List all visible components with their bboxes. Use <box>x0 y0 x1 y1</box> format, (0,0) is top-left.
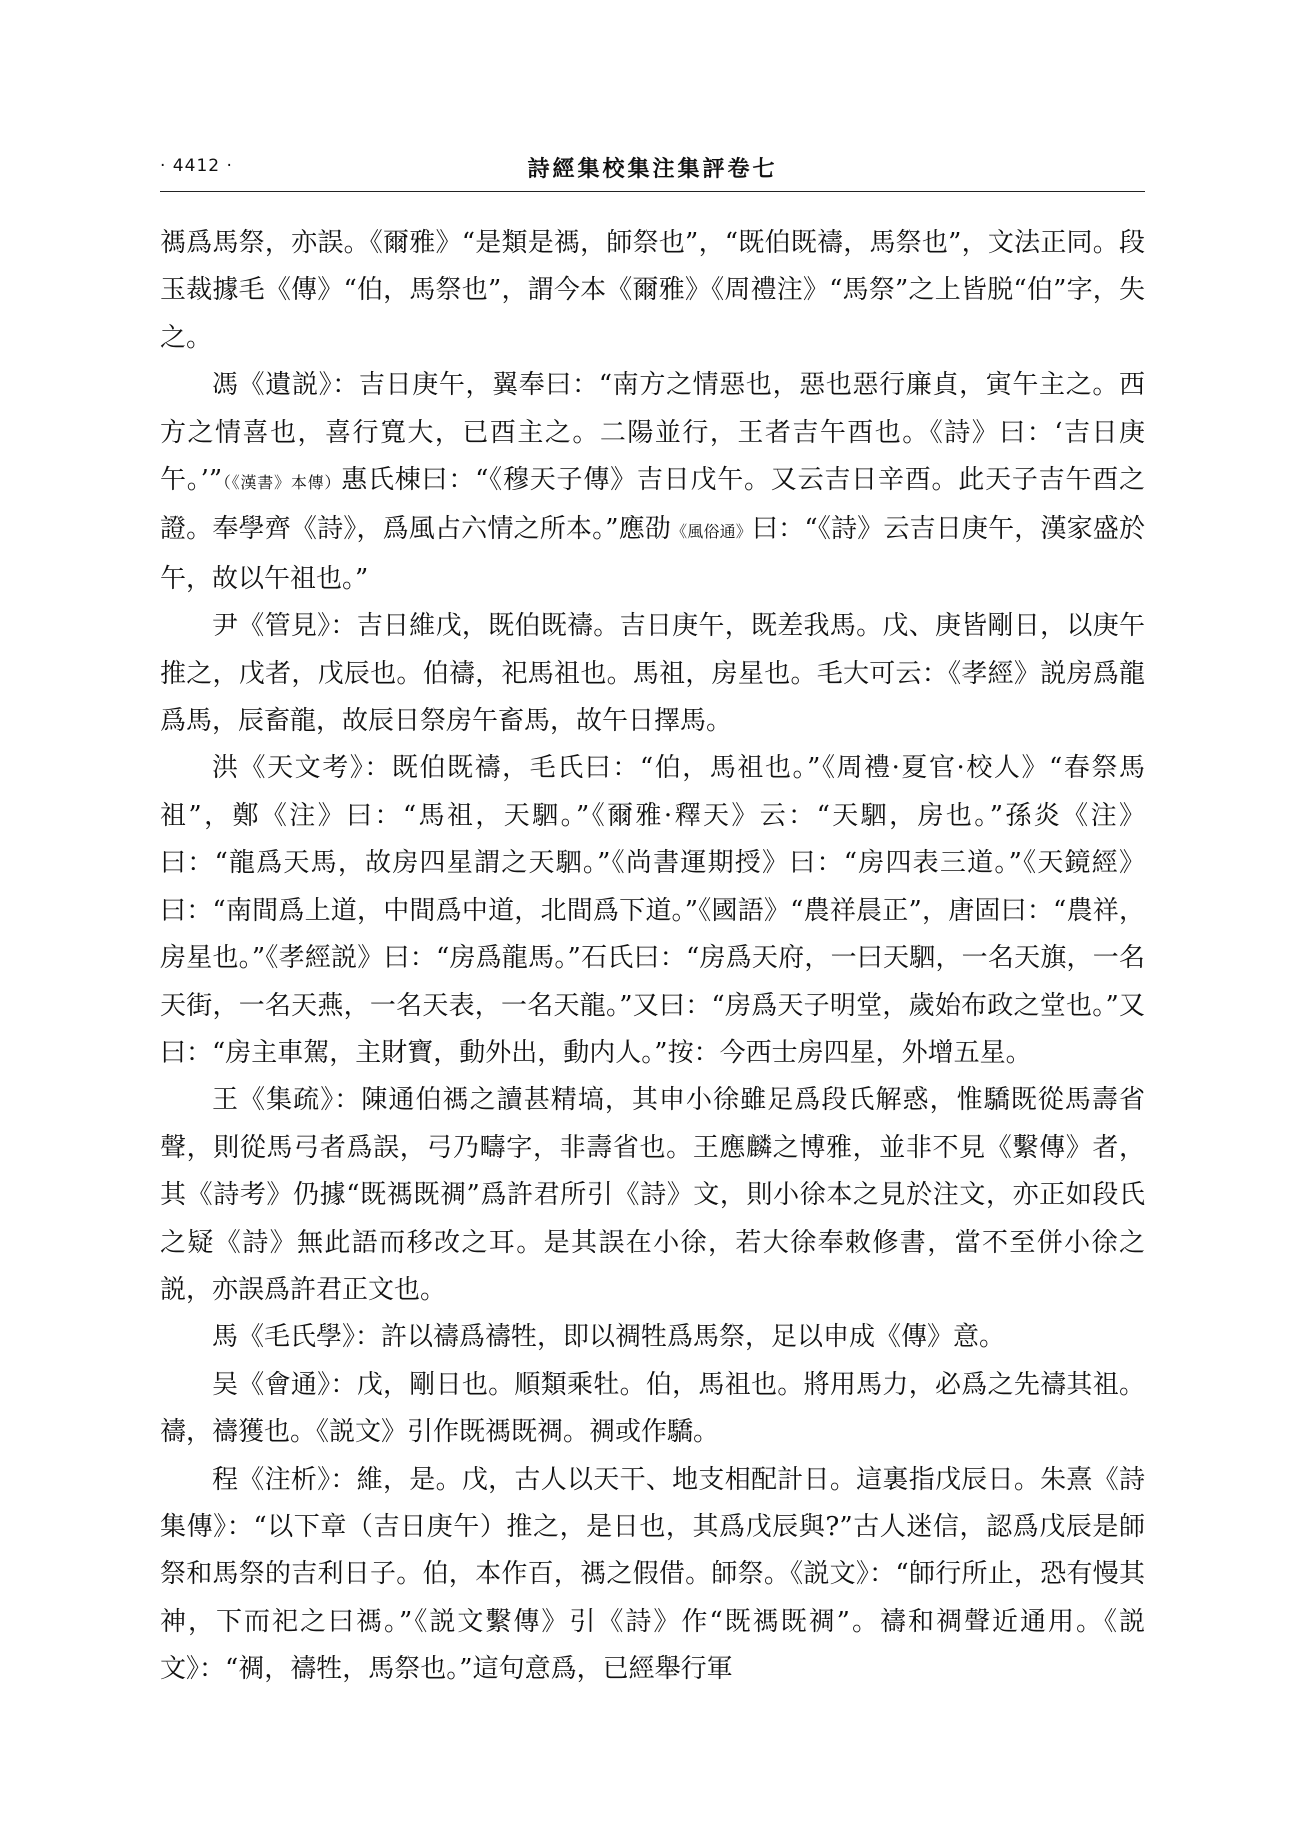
paragraph-text: 馬《毛氏學》：許以禱爲禱牲，即以禂牲爲馬祭，足以申成《傳》意。 <box>212 1322 1006 1353</box>
paragraph <box>160 1457 1145 1694</box>
inline-note: （《漢書》本傳） <box>222 473 342 493</box>
header-rule <box>160 191 1145 192</box>
paragraph-text: 惠氏棟曰：“《穆天子傳》吉日戊午。又云吉日辛酉。此天子吉午酉之證。奉學齊《詩》，爲風占六情之所本。”應劭 <box>160 465 1145 545</box>
page-number: · 4412 · <box>160 156 233 176</box>
running-title: 詩經集校集注集評卷七 <box>527 156 778 182</box>
paragraph-text: 禡爲馬祭，亦誤。《爾雅》“是類是禡，師祭也”，“既伯既禱，馬祭也”，文法正同。段玉裁據毛《傳》“伯，馬祭也”，謂今本《爾雅》《周禮注》“馬祭”之上皆脱“伯”字，失之。 <box>160 228 1145 353</box>
paragraph <box>160 1314 1145 1361</box>
paragraph-text: 曰：“《詩》云吉日庚午，漢家盛於午，故以午祖也。” <box>160 514 1145 594</box>
page-header <box>160 152 1145 188</box>
inline-note: 《風俗通》 <box>671 522 752 542</box>
paragraph-text: 王《集疏》：陳通伯禡之讀甚精塙，其申小徐雖足爲段氏解惑，惟驕既從馬壽省聲，則從馬弓者爲誤，弓乃疇字，非壽省也。王應麟之博雅，並非不見《繫傳》者，其《詩考》仍據“既禡既禂”爲許君所引《詩》文，則小徐本之見於注文，亦正如段氏之疑《詩》無此語而移改之耳。是其誤在小徐，若大徐奉敕修書，當不至併小徐之説，亦誤爲許君正文也。 <box>160 1085 1145 1305</box>
paragraph <box>160 745 1145 1077</box>
paragraph <box>160 1362 1145 1457</box>
paragraph <box>160 1077 1145 1314</box>
paragraph <box>160 603 1145 745</box>
paragraph-text: 吴《會通》：戊，剛日也。順類乘牡。伯，馬祖也。將用馬力，必爲之先禱其祖。禱，禱獲也。《説文》引作既禡既禂。禂或作驕。 <box>160 1369 1145 1448</box>
paragraph-text: 洪《天文考》：既伯既禱，毛氏曰：“伯，馬祖也。”《周禮·夏官·校人》“春祭馬祖”，鄭《注》曰：“馬祖，天駟。”《爾雅·釋天》云：“天駟，房也。”孫炎《注》曰：“龍爲天馬，故房四星謂之天駟。”《尚書運期授》曰：“房四表三道。”《天鏡經》曰：“南間爲上道，中間爲中道，北間爲下道。”《國語》“農祥晨正”，唐固曰：“農祥，房星也。”《孝經説》曰：“房爲龍馬。”石氏曰：“房爲天府，一曰天駟，一名天旗，一名天街，一名天燕，一名天表，一名天龍。”又曰：“房爲天子明堂，歲始布政之堂也。”又曰：“房主車駕，主財寶，動外出，動内人。”按：今西士房四星，外增五星。 <box>160 753 1146 1068</box>
paragraph <box>160 220 1145 362</box>
paragraph <box>160 362 1145 603</box>
paragraph-text: 馮《遺説》：吉日庚午，翼奉曰：“南方之情惡也，惡也惡行廉貞，寅午主之。西方之情喜也，喜行寬大，已酉主之。二陽並行，王者吉午酉也。《詩》曰：‘吉日庚午。’” <box>160 370 1145 496</box>
paragraph-text: 程《注析》：維，是。戊，古人以天干、地支相配計日。這裏指戊辰日。朱熹《詩集傳》：“以下章（吉日庚午）推之，是日也，其爲戊辰與?”古人迷信，認爲戊辰是師祭和馬祭的吉利日子。伯，本作百，禡之假借。師祭。《説文》：“師行所止，恐有慢其神，下而祀之曰禡。”《説文繫傳》引《詩》作“既禡既禂”。禱和禂聲近通用。《説文》：“禂，禱牲，馬祭也。”這句意爲，已經舉行軍 <box>160 1464 1145 1685</box>
body-text <box>160 220 1145 1694</box>
paragraph-text: 尹《管見》：吉日維戊，既伯既禱。吉日庚午，既差我馬。戊、庚皆剛日，以庚午推之，戊者，戊辰也。伯禱，祀馬祖也。馬祖，房星也。毛大可云：《孝經》説房爲龍爲馬，辰畜龍，故辰日祭房午畜馬，故午日擇馬。 <box>160 611 1145 737</box>
